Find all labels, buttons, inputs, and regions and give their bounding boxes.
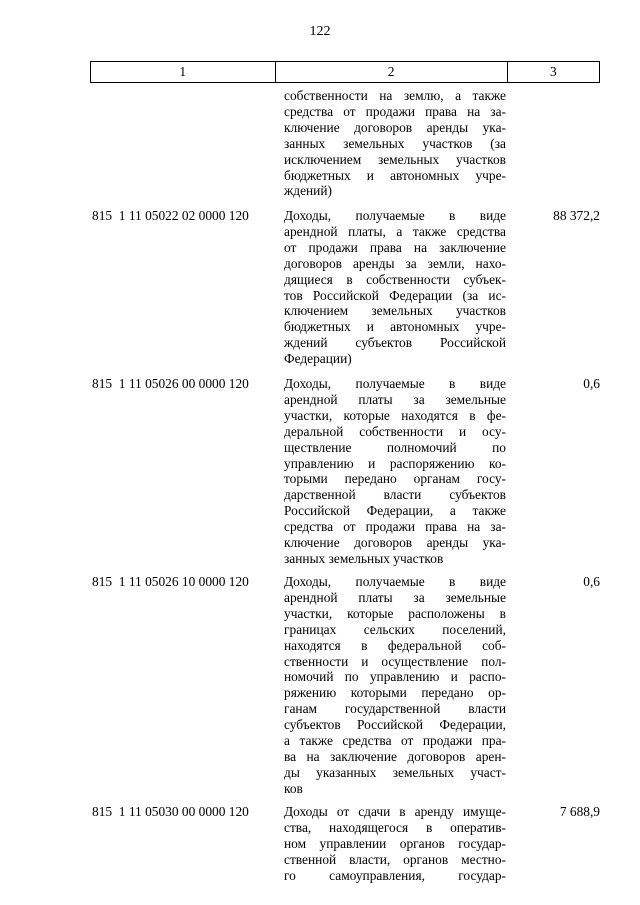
description-line: находятся в федеральной соб- [284, 637, 506, 653]
description-line: ключение договоров аренды ука- [284, 535, 506, 551]
description-line: Российской Федерации, а также [284, 503, 506, 519]
description-line: дарственной власти субъектов [284, 487, 506, 503]
table-body [90, 88, 600, 884]
column-header-3: 3 [507, 62, 599, 83]
description-line: ждений субъектов Российской [284, 335, 506, 351]
description-line: арендной платы, а также средства [284, 223, 506, 239]
description-line: занных земельных участков (за [284, 135, 506, 151]
budget-code: 815 1 11 05026 10 0000 120 [92, 574, 249, 589]
table-row [90, 208, 600, 376]
description-line: а также средства от продажи пра- [284, 733, 506, 749]
description-line: средства от продажи права на за- [284, 519, 506, 535]
description-line: ва на заключение договоров арен- [284, 748, 506, 764]
table-row [90, 376, 600, 574]
description-line: Доходы от сдачи в аренду имуще- [284, 804, 506, 819]
description-line: деральной собственности и осу- [284, 423, 506, 439]
description-line: ганам государственной власти [284, 701, 506, 717]
description-line: дящиеся в собственности субъек- [284, 271, 506, 287]
description-line: исключением земельных участков [284, 151, 506, 167]
description-line: ключением земельных участков [284, 303, 506, 319]
table-row [90, 574, 600, 804]
description-line: Федерации) [284, 351, 352, 367]
column-header-1: 1 [91, 62, 276, 83]
description-line: Доходы, получаемые в виде [284, 376, 506, 391]
description-line: номочий по управлению и распо- [284, 669, 506, 685]
description-line: договоров аренды за земли, нахо- [284, 255, 506, 271]
income-description [284, 376, 506, 567]
description-line: ряжению которыми передано ор- [284, 685, 506, 701]
description-line: занных земельных участков [284, 550, 444, 566]
description-line: арендной платы за земельные [284, 391, 506, 407]
amount-value: 0,6 [583, 376, 600, 391]
description-line: ждений) [284, 183, 332, 199]
description-line: го самоуправления, государ- [284, 867, 506, 883]
description-line: управлению и распоряжению ко- [284, 455, 506, 471]
income-description [284, 804, 506, 884]
description-line: от продажи права на заключение [284, 239, 506, 255]
income-description [284, 88, 506, 199]
description-line: участки, которые расположены в [284, 605, 506, 621]
description-line: границах сельских поселений, [284, 621, 506, 637]
income-description [284, 574, 506, 797]
description-line: торыми передано органам госу- [284, 471, 506, 487]
description-line: ды указанных земельных участ- [284, 764, 506, 780]
description-line: участки, которые находятся в фе- [284, 407, 506, 423]
amount-value: 7 688,9 [559, 804, 600, 819]
description-line: собственности на землю, а также [284, 88, 506, 103]
table-row [90, 804, 600, 884]
description-line: средства от продажи права на за- [284, 103, 506, 119]
description-line: ственности и осуществление пол- [284, 653, 506, 669]
column-header-table [90, 61, 600, 83]
description-line: ства, находящегося в оператив- [284, 819, 506, 835]
description-line: ществление полномочий по [284, 439, 506, 455]
budget-code: 815 1 11 05026 00 0000 120 [92, 376, 249, 391]
amount-value: 0,6 [583, 574, 600, 589]
description-line: арендной платы за земельные [284, 589, 506, 605]
page-number: 122 [309, 24, 331, 39]
description-line: субъектов Российской Федерации, [284, 717, 506, 733]
description-line: тов Российской Федерации (за ис- [284, 287, 506, 303]
table-row [90, 88, 600, 208]
description-line: ственной власти, органов местно- [284, 851, 506, 867]
description-line: ключение договоров аренды ука- [284, 119, 506, 135]
income-description [284, 208, 506, 367]
column-header-2: 2 [275, 62, 507, 83]
description-line: бюджетных и автономных учре- [284, 167, 506, 183]
description-line: Доходы, получаемые в виде [284, 574, 506, 589]
description-line: Доходы, получаемые в виде [284, 208, 506, 223]
amount-value: 88 372,2 [553, 208, 600, 223]
description-line: ков [284, 780, 303, 796]
description-line: бюджетных и автономных учре- [284, 319, 506, 335]
description-line: ном управлении органов государ- [284, 835, 506, 851]
budget-code: 815 1 11 05022 02 0000 120 [92, 208, 249, 223]
budget-code: 815 1 11 05030 00 0000 120 [92, 804, 249, 819]
